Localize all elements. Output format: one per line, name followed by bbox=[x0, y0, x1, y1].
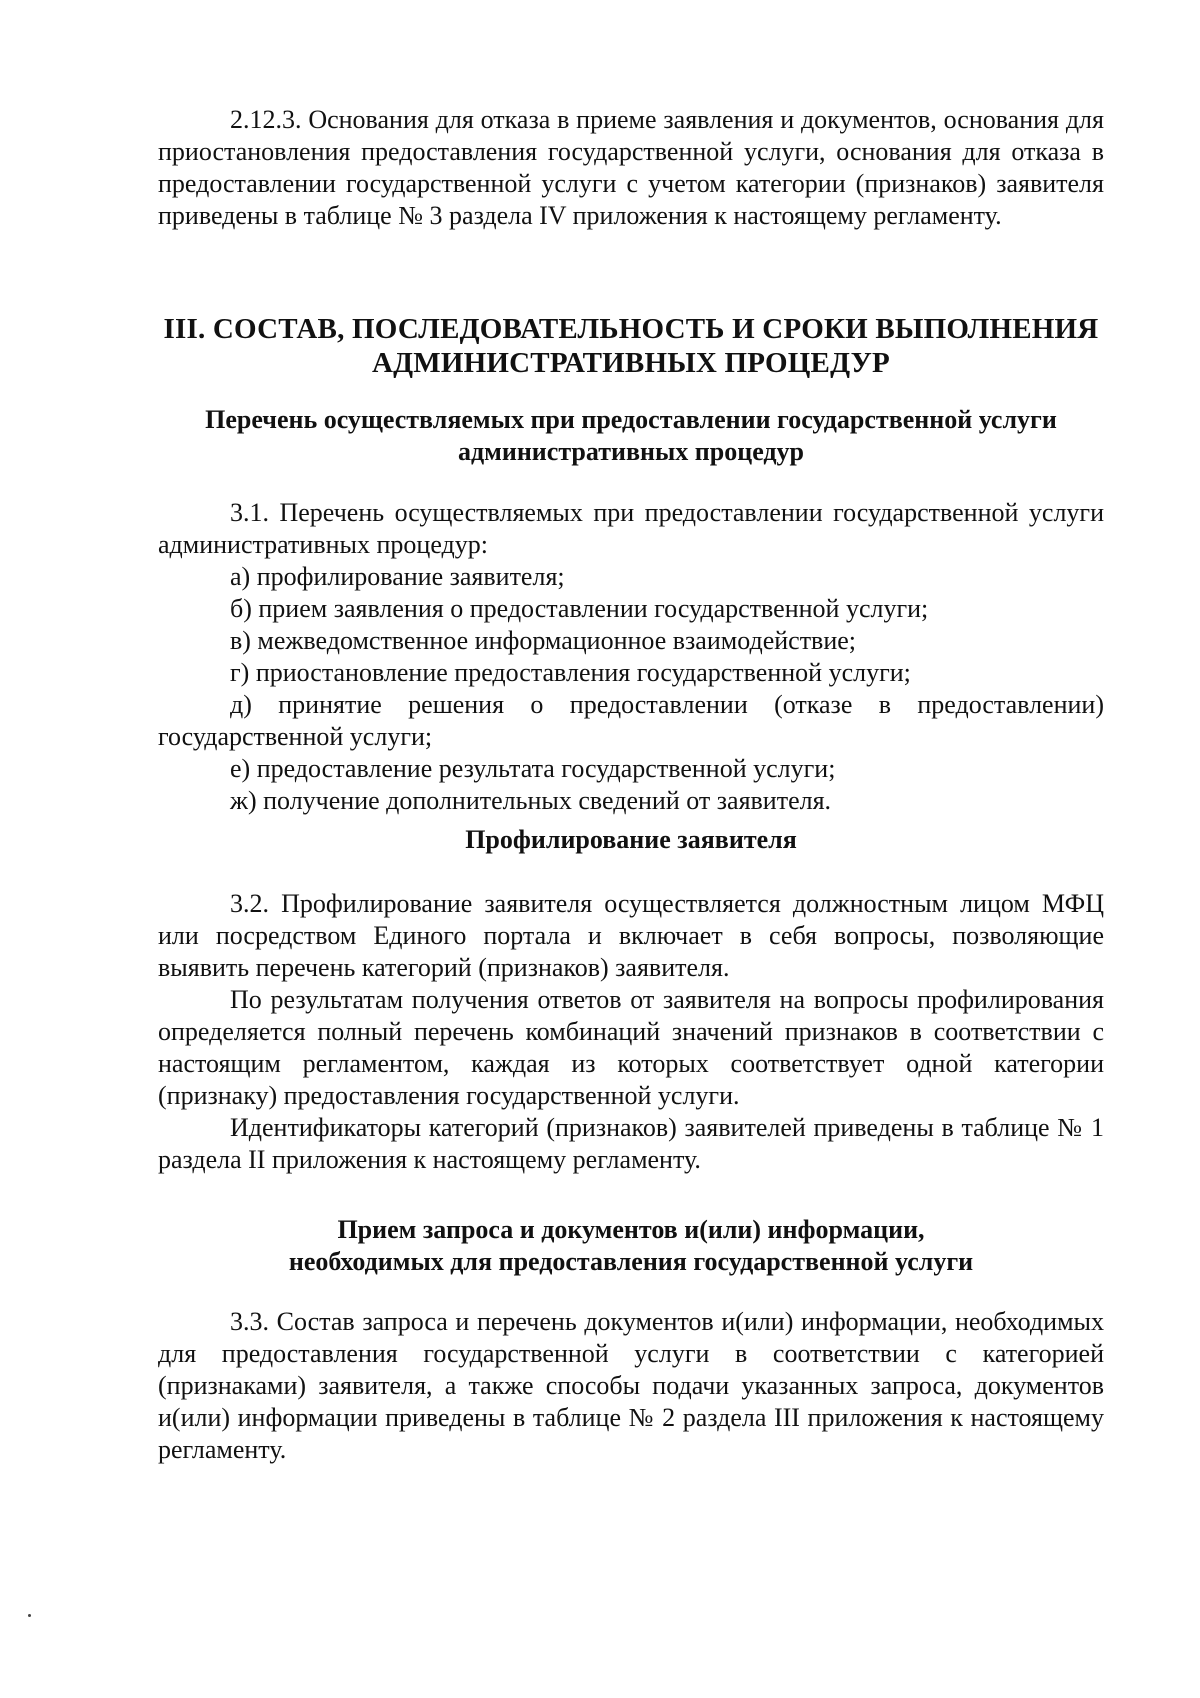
paragraph-2-12-3: 2.12.3. Основания для отказа в приеме заявления и документов, основания для приостановления предоставления государственной услуги, основания для отказа в предоставлении государственной услуги с учетом категории (признаков) заявителя приведены в таблице № 3 раздела IV приложения к настоящему регламенту. bbox=[158, 105, 1104, 230]
list-item-g: г) приостановление предоставления государственной услуги; bbox=[230, 658, 911, 687]
subheading-request-line-1: Прием запроса и документов и(или) информации, bbox=[337, 1215, 925, 1244]
section-title-line-2: АДМИНИСТРАТИВНЫХ ПРОЦЕДУР bbox=[372, 347, 890, 379]
subheading-procedures-list-line-1: Перечень осуществляемых при предоставлении государственной услуги bbox=[205, 405, 1057, 434]
profiling-block bbox=[158, 888, 1104, 1176]
subheading-procedures-list bbox=[158, 404, 1104, 468]
paragraph-2-12-3-block bbox=[158, 104, 1104, 232]
section-title-line-1: III. СОСТАВ, ПОСЛЕДОВАТЕЛЬНОСТЬ И СРОКИ ВЫПОЛНЕНИЯ bbox=[163, 313, 1099, 345]
section-title bbox=[158, 312, 1104, 380]
request-block bbox=[158, 1306, 1104, 1466]
procedures-list-block bbox=[158, 497, 1104, 817]
scan-speck bbox=[28, 1614, 31, 1617]
subheading-profiling-text: Профилирование заявителя bbox=[465, 825, 797, 854]
list-item-zh: ж) получение дополнительных сведений от заявителя. bbox=[230, 786, 832, 815]
paragraph-3-2-results: По результатам получения ответов от заявителя на вопросы профилирования определяется полный перечень комбинаций значений признаков в соответствии с настоящим регламентом, каждая из которых соответствует одной категории (признаку) предоставления государственной услуги. bbox=[158, 985, 1104, 1110]
paragraph-3-2-identifiers: Идентификаторы категорий (признаков) заявителей приведены в таблице № 1 раздела II приложения к настоящему регламенту. bbox=[158, 1113, 1104, 1174]
list-item-e: е) предоставление результата государственной услуги; bbox=[230, 754, 836, 783]
list-item-d: д) принятие решения о предоставлении (отказе в предоставлении) государственной услуги; bbox=[158, 690, 1104, 751]
subheading-procedures-list-line-2: административных процедур bbox=[457, 437, 805, 466]
subheading-request-line-2: необходимых для предоставления государственной услуги bbox=[288, 1247, 974, 1276]
subheading-request bbox=[158, 1214, 1104, 1278]
paragraph-3-1: 3.1. Перечень осуществляемых при предоставлении государственной услуги административных процедур: bbox=[158, 498, 1104, 559]
list-item-b: б) прием заявления о предоставлении государственной услуги; bbox=[230, 594, 929, 623]
paragraph-3-2: 3.2. Профилирование заявителя осуществляется должностным лицом МФЦ или посредством Единого портала и включает в себя вопросы, позволяющие выявить перечень категорий (признаков) заявителя. bbox=[158, 889, 1104, 982]
list-item-v: в) межведомственное информационное взаимодействие; bbox=[230, 626, 857, 655]
list-item-a: а) профилирование заявителя; bbox=[230, 562, 565, 591]
subheading-profiling bbox=[158, 824, 1104, 856]
paragraph-3-3: 3.3. Состав запроса и перечень документов и(или) информации, необходимых для предоставления государственной услуги в соответствии с категорией (признаками) заявителя, а также способы подачи указанных запроса, документов и(или) информации приведены в таблице № 2 раздела III приложения к настоящему регламенту. bbox=[158, 1307, 1104, 1464]
